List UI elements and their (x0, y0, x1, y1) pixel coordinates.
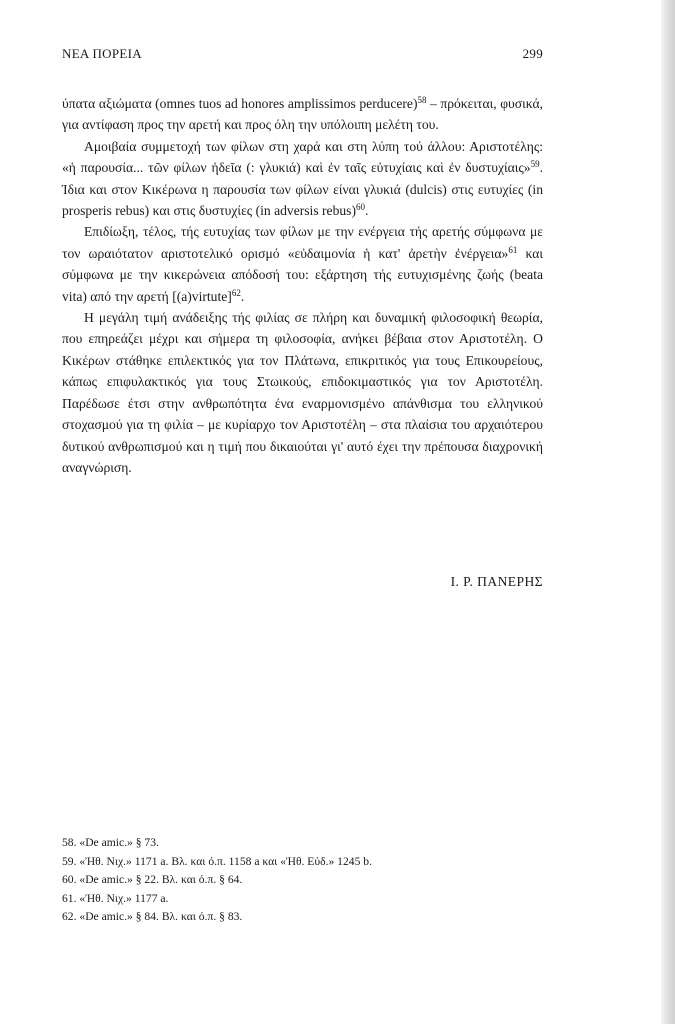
footnotes (62, 834, 542, 927)
body-text (62, 93, 543, 478)
footnote: 62. «De amic.» § 84. Βλ. και ό.π. § 83. (62, 910, 243, 924)
author-signature: Ι. Ρ. ΠΑΝΕΡΗΣ (450, 574, 543, 589)
paragraph-text: Επιδίωξη, τέλος, τής ευτυχίας των φίλων με την ενέργεια τής αρετής σύμφωνα με τον ωραιότατον αριστοτελικό ορισμό «εὐδαιμονία ἡ κατ' ἀρετὴν ἐνέργεια» (62, 224, 543, 261)
paragraph-text: – πρόκειται, φυσικά, για αντίφαση προς την αρετή και προς όλη την υπόλοιπη μελέτη του. (62, 96, 544, 133)
page-edge-shadow (661, 0, 675, 1024)
running-header (62, 46, 543, 66)
footnote: 58. «De amic.» § 73. (62, 836, 159, 849)
footnote: 61. «Ἠθ. Νιχ.» 1177 a. (62, 891, 169, 905)
paragraph-text: Η μεγάλη τιμή ανάδειξης τής φιλίας σε πλήρη και δυναμική φιλοσοφική θεωρία, που επηρεάζει μέχρι και σήμερα τη φιλοσοφία, ανήκει βέβαια στον Αριστοτέλη. Ο Κικέρων στάθηκε επιλεκτικός για τον Πλάτωνα, επικριτικός για τους Επικουρείους, κάπως επιφυλακτικός για τους Στωικούς, επιδοκιμαστικός για τον Αριστοτέλη. Παρέδωσε έτσι στην ανθρωπότητα ένα εναρμονισμένο απάνθισμα του ελληνικού στοχασμού για τη φιλία – με κυρίαρχο τον Αριστοτέλη – στα πλαίσια του αρχαιότερου δυτικού ανθρωπισμού και η τιμή που δικαιούται γι' αυτό έχει την πρέπουσα διαχρονική αναγνώριση. (62, 310, 543, 475)
paragraph (62, 307, 543, 478)
paragraph-text: ύπατα αξιώματα (omnes tuos ad honores amplissimos perducere) (62, 96, 418, 111)
footnote: 59. «Ἠθ. Νιχ.» 1171 a. Βλ. και ό.π. 1158 a και «Ἠθ. Εὐδ.» 1245 b. (62, 854, 372, 868)
paragraph-text: και σύμφωνα με την κικερώνεια απόδοσή του: εξάρτηση τής ευτυχισμένης ζωής (beata vita) από την αρετή [(a)virtute] (62, 245, 543, 304)
paragraph (62, 221, 543, 307)
paragraph-text: . (365, 203, 369, 219)
footnote-ref: 61 (508, 244, 518, 255)
running-title: ΝΕΑ ΠΟΡΕΙΑ (62, 46, 142, 61)
footnote-ref: 62 (231, 287, 241, 298)
page-number: 299 (522, 46, 543, 61)
paragraph-text: . Ίδια και στον Κικέρωνα η παρουσία των φίλων είναι γλυκιά (dulcis) στις ευτυχίες (in prosperis rebus) και στις δυστυχίες (in adversis rebus) (62, 160, 543, 219)
paragraph (62, 136, 543, 222)
paragraph (62, 93, 543, 136)
footnote-ref: 60 (356, 202, 365, 213)
footnote: 60. «De amic.» § 22. Βλ. και ό.π. § 64. (62, 873, 243, 887)
paragraph-text: . (240, 288, 245, 304)
footnote-ref: 58 (417, 95, 427, 105)
footnote-ref: 59 (530, 159, 540, 170)
paragraph-text: Αμοιβαία συμμετοχή των φίλων στη χαρά και στη λύπη τού άλλου: Αριστοτέλης: «ἡ παρουσία... τῶν φίλων ἡδεῖα (: γλυκιά) καὶ ἐν ταῖς εὐτυχίαις καὶ ἐν δυστυχίαις» (62, 138, 543, 176)
